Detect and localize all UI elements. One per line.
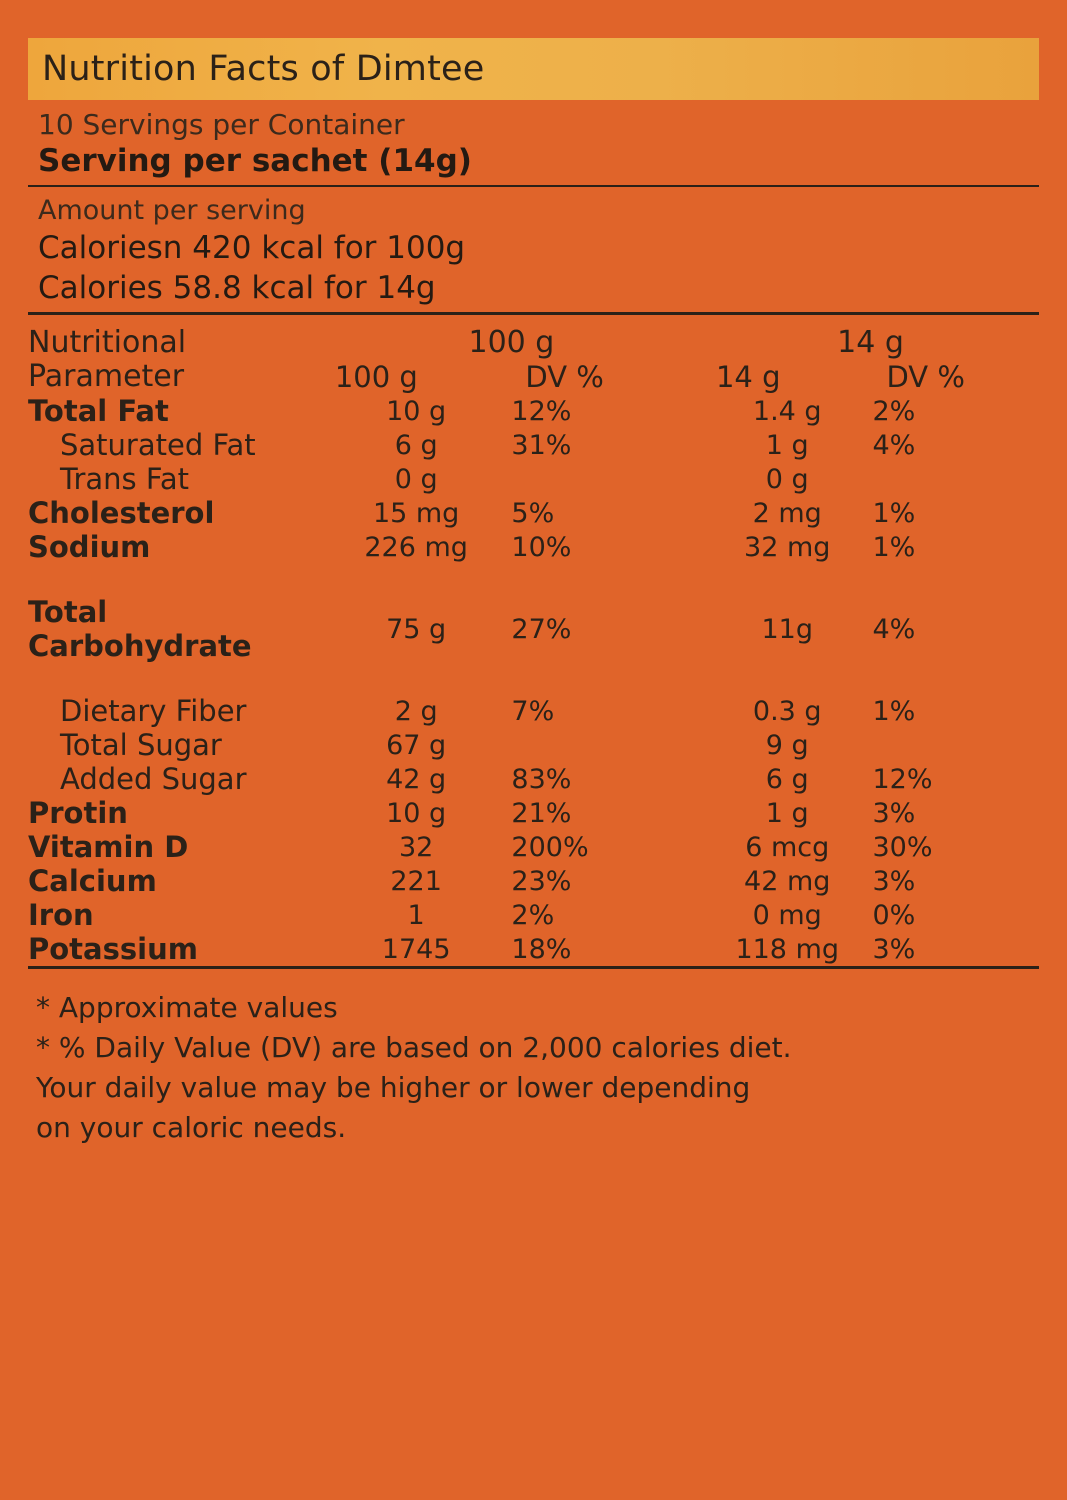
title-banner xyxy=(28,38,1039,100)
row-label: Added Sugar xyxy=(60,762,247,796)
table-row xyxy=(28,428,1039,462)
footnote-dv-1: * % Daily Value (DV) are based on 2,000 calories diet. xyxy=(36,1031,792,1065)
table-row xyxy=(28,762,1039,796)
row-dv-14g: 12% xyxy=(872,763,933,795)
table-row xyxy=(28,496,1039,530)
row-dv-14g: 1% xyxy=(872,497,916,529)
row-value-14g: 0 g xyxy=(765,463,809,495)
row-value-14g: 6 g xyxy=(765,763,809,795)
calories-14g: Calories 58.8 kcal for 14g xyxy=(38,270,436,306)
row-dv-14g: 3% xyxy=(872,933,916,965)
row-value-14g: 6 mcg xyxy=(745,831,830,863)
row-dv-100g: 31% xyxy=(511,429,572,461)
row-dv-14g: 4% xyxy=(872,613,916,645)
table-row xyxy=(28,530,1039,564)
subheader-dv14: DV % xyxy=(886,360,965,394)
footnote-dv-2: Your daily value may be higher or lower depending xyxy=(36,1071,751,1105)
row-value-100g: 32 xyxy=(398,831,434,863)
row-label: Protin xyxy=(28,796,128,830)
row-dv-100g: 27% xyxy=(511,613,572,645)
row-value-14g: 0 mg xyxy=(752,899,822,931)
row-dv-100g: 23% xyxy=(511,865,572,897)
table-group-header-row xyxy=(28,325,1039,360)
row-value-14g: 11g xyxy=(761,613,813,645)
row-value-14g: 0.3 g xyxy=(752,695,822,727)
divider-table-bottom xyxy=(28,966,1039,969)
row-dv-100g: 5% xyxy=(511,497,555,529)
divider-table-top xyxy=(28,312,1039,315)
row-value-14g: 2 mg xyxy=(752,497,822,529)
table-row xyxy=(28,462,1039,496)
row-dv-14g: 3% xyxy=(872,865,916,897)
table-row xyxy=(28,694,1039,728)
row-dv-100g: 18% xyxy=(511,933,572,965)
table-row xyxy=(28,728,1039,762)
row-dv-14g: 30% xyxy=(872,831,933,863)
row-value-14g: 32 mg xyxy=(744,531,831,563)
row-value-100g: 2 g xyxy=(394,695,438,727)
table-row xyxy=(28,932,1039,966)
row-value-100g: 0 g xyxy=(394,463,438,495)
group-header-100g: 100 g xyxy=(468,325,555,360)
row-dv-14g xyxy=(872,462,1039,496)
table-row xyxy=(28,564,1039,694)
row-dv-14g: 1% xyxy=(872,531,916,563)
row-dv-100g: 7% xyxy=(511,695,555,727)
row-value-14g: 118 mg xyxy=(735,933,840,965)
footnote-dv-3: on your caloric needs. xyxy=(36,1111,347,1145)
param-header xyxy=(28,325,321,394)
footnote-approximate: * Approximate values xyxy=(36,991,338,1024)
row-value-100g: 1745 xyxy=(381,933,451,965)
row-dv-100g: 12% xyxy=(511,395,572,427)
serving-size: Serving per sachet (14g) xyxy=(38,143,472,179)
row-label: Total Fat xyxy=(28,394,169,428)
row-label: Sodium xyxy=(28,530,151,564)
row-dv-14g xyxy=(872,728,1039,762)
row-dv-14g: 1% xyxy=(872,695,916,727)
table-row xyxy=(28,796,1039,830)
row-dv-100g xyxy=(511,462,702,496)
row-dv-14g: 4% xyxy=(872,429,916,461)
servings-per-container: 10 Servings per Container xyxy=(38,108,405,141)
row-label: Cholesterol xyxy=(28,496,215,530)
param-header-line1: Nutritional xyxy=(28,324,187,360)
group-header-14g: 14 g xyxy=(837,325,904,360)
footnotes xyxy=(28,991,1039,1146)
row-dv-14g: 3% xyxy=(872,797,916,829)
row-dv-14g: 2% xyxy=(872,395,916,427)
row-value-100g: 42 g xyxy=(386,763,447,795)
row-label: Potassium xyxy=(28,932,198,966)
row-dv-100g xyxy=(511,728,702,762)
row-label: Vitamin D xyxy=(28,830,189,864)
row-value-14g: 1 g xyxy=(765,429,809,461)
subheader-14g: 14 g xyxy=(715,360,781,394)
subheader-100g: 100 g xyxy=(334,360,418,394)
row-label: Calcium xyxy=(28,864,157,898)
row-value-14g: 1 g xyxy=(765,797,809,829)
row-dv-100g: 83% xyxy=(511,763,572,795)
nutrition-table xyxy=(28,325,1039,966)
row-label: Total Sugar xyxy=(60,728,222,762)
row-value-100g: 15 mg xyxy=(372,497,460,529)
table-row xyxy=(28,830,1039,864)
table-row xyxy=(28,394,1039,428)
row-value-100g: 1 xyxy=(407,899,425,931)
row-value-100g: 67 g xyxy=(386,729,447,761)
row-value-100g: 221 xyxy=(390,865,442,897)
calories-100g: Caloriesn 420 kcal for 100g xyxy=(38,230,466,266)
row-value-14g: 9 g xyxy=(765,729,809,761)
row-dv-100g: 2% xyxy=(511,899,555,931)
page-title: Nutrition Facts of Dimtee xyxy=(42,49,485,89)
row-value-100g: 75 g xyxy=(386,613,447,645)
row-value-100g: 10 g xyxy=(386,395,447,427)
row-value-14g: 42 mg xyxy=(744,865,831,897)
table-row xyxy=(28,864,1039,898)
row-dv-100g: 10% xyxy=(511,531,572,563)
param-header-line2: Parameter xyxy=(28,358,185,394)
row-dv-100g: 21% xyxy=(511,797,572,829)
row-value-100g: 10 g xyxy=(386,797,447,829)
row-label: Saturated Fat xyxy=(60,428,256,462)
row-value-14g: 1.4 g xyxy=(752,395,822,427)
table-row xyxy=(28,898,1039,932)
row-dv-100g: 200% xyxy=(511,831,589,863)
row-label: Trans Fat xyxy=(60,462,190,496)
amount-per-serving-label: Amount per serving xyxy=(38,195,306,226)
row-dv-14g: 0% xyxy=(872,899,916,931)
row-value-100g: 6 g xyxy=(394,429,438,461)
row-label: Dietary Fiber xyxy=(60,694,247,728)
row-label: Iron xyxy=(28,898,94,932)
row-value-100g: 226 mg xyxy=(364,531,468,563)
divider-top xyxy=(28,185,1039,187)
subheader-dv100: DV % xyxy=(525,360,604,394)
row-label: Total Carbohydrate xyxy=(28,595,252,663)
